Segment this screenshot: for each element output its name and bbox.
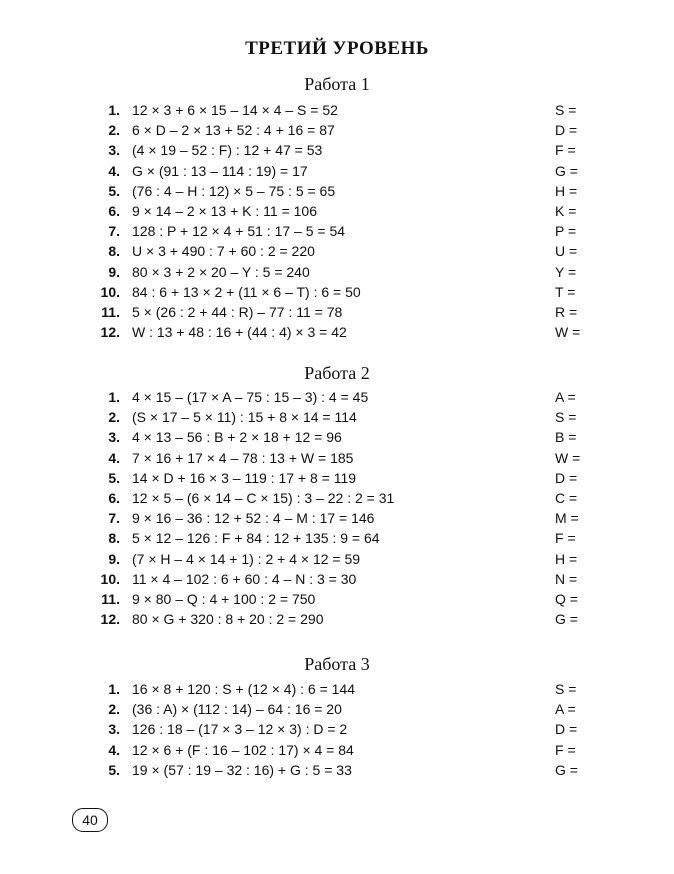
answer-blank: W = <box>555 324 581 341</box>
problem-row <box>0 407 674 427</box>
problem-number: 3. <box>108 429 120 446</box>
problem-row <box>0 387 674 407</box>
problem-row <box>0 140 674 160</box>
problem-row <box>0 427 674 447</box>
answer-blank: H = <box>555 550 578 567</box>
answer-blank: S = <box>555 409 577 426</box>
problem-equation: 12 × 6 + (F : 16 – 102 : 17) × 4 = 84 <box>132 741 354 758</box>
answer-blank: F = <box>555 741 576 758</box>
problem-list-3 <box>0 679 674 780</box>
problem-row <box>0 468 674 488</box>
problem-number: 4. <box>108 741 120 758</box>
problem-row <box>0 719 674 739</box>
answer-blank: G = <box>555 611 578 628</box>
problem-equation: 16 × 8 + 120 : S + (12 × 4) : 6 = 144 <box>132 681 355 697</box>
problem-row <box>0 262 674 282</box>
problem-number: 1. <box>108 389 120 405</box>
problem-equation: 7 × 16 + 17 × 4 – 78 : 13 + W = 185 <box>132 449 354 466</box>
problem-row <box>0 699 674 719</box>
problem-number: 1. <box>108 102 120 118</box>
problem-row <box>0 679 674 699</box>
problem-number: 6. <box>108 202 120 219</box>
answer-blank: W = <box>555 449 581 466</box>
problem-equation: 5 × 12 – 126 : F + 84 : 12 + 135 : 9 = 64 <box>132 530 380 547</box>
problem-number: 4. <box>108 449 120 466</box>
answer-blank: N = <box>555 570 578 587</box>
problem-equation: G × (91 : 13 – 114 : 19) = 17 <box>132 162 308 179</box>
answer-blank: T = <box>555 283 576 300</box>
problem-number: 8. <box>108 530 120 547</box>
problem-row <box>0 760 674 780</box>
answer-blank: D = <box>555 469 578 486</box>
problem-equation: 6 × D – 2 × 13 + 52 : 4 + 16 = 87 <box>132 122 335 139</box>
problem-row <box>0 609 674 629</box>
answer-blank: G = <box>555 162 578 179</box>
answer-blank: B = <box>555 429 577 446</box>
problem-equation: 11 × 4 – 102 : 6 + 60 : 4 – N : 3 = 30 <box>132 570 357 587</box>
problem-row <box>0 549 674 569</box>
answer-blank: S = <box>555 681 577 697</box>
problem-equation: 19 × (57 : 19 – 32 : 16) + G : 5 = 33 <box>132 761 352 778</box>
problem-row <box>0 448 674 468</box>
section-heading-3: Работа 3 <box>304 654 370 674</box>
problem-equation: 128 : P + 12 × 4 + 51 : 17 – 5 = 54 <box>132 223 346 240</box>
problem-row <box>0 100 674 120</box>
section-heading-1: Работа 1 <box>304 74 370 94</box>
problem-equation: 5 × (26 : 2 + 44 : R) – 77 : 11 = 78 <box>132 303 343 320</box>
problem-number: 10. <box>100 283 120 300</box>
problem-list-2 <box>0 387 674 629</box>
problem-number: 3. <box>108 142 120 159</box>
answer-blank: A = <box>555 701 576 718</box>
problem-number: 5. <box>108 761 120 778</box>
answer-blank: A = <box>555 389 576 405</box>
answer-blank: M = <box>555 510 579 527</box>
problem-equation: 4 × 13 – 56 : B + 2 × 18 + 12 = 96 <box>132 429 342 446</box>
problem-row <box>0 322 674 342</box>
problem-row <box>0 282 674 302</box>
problem-number: 5. <box>108 469 120 486</box>
problem-number: 1. <box>108 681 120 697</box>
answer-blank: U = <box>555 243 578 260</box>
problem-row <box>0 740 674 760</box>
problem-row <box>0 241 674 261</box>
problem-number: 12. <box>100 611 120 628</box>
problem-number: 4. <box>108 162 120 179</box>
answer-blank: Q = <box>555 590 578 607</box>
answer-blank: F = <box>555 530 576 547</box>
problem-row <box>0 302 674 322</box>
answer-blank: P = <box>555 223 577 240</box>
problem-equation: 9 × 80 – Q : 4 + 100 : 2 = 750 <box>132 590 316 607</box>
problem-number: 2. <box>108 701 120 718</box>
problem-equation: 12 × 3 + 6 × 15 – 14 × 4 – S = 52 <box>132 102 338 118</box>
page-title: ТРЕТИЙ УРОВЕНЬ <box>245 38 429 59</box>
problem-row <box>0 201 674 221</box>
problem-number: 2. <box>108 122 120 139</box>
problem-number: 12. <box>100 324 120 341</box>
problem-equation: (76 : 4 – H : 12) × 5 – 75 : 5 = 65 <box>132 182 336 199</box>
problem-number: 11. <box>101 303 120 320</box>
problem-list-1 <box>0 100 674 342</box>
problem-number: 8. <box>108 243 120 260</box>
problem-equation: 12 × 5 – (6 × 14 – C × 15) : 3 – 22 : 2 = 31 <box>132 489 395 506</box>
problem-equation: (36 : A) × (112 : 14) – 64 : 16 = 20 <box>132 701 342 718</box>
problem-equation: 14 × D + 16 × 3 – 119 : 17 + 8 = 119 <box>132 469 357 486</box>
problem-equation: 80 × G + 320 : 8 + 20 : 2 = 290 <box>132 611 324 628</box>
problem-row <box>0 221 674 241</box>
answer-blank: C = <box>555 489 578 506</box>
problem-row <box>0 589 674 609</box>
problem-equation: 9 × 14 – 2 × 13 + K : 11 = 106 <box>132 202 318 219</box>
problem-row <box>0 161 674 181</box>
problem-equation: 9 × 16 – 36 : 12 + 52 : 4 – M : 17 = 146 <box>132 510 375 527</box>
problem-equation: 4 × 15 – (17 × A – 75 : 15 – 3) : 4 = 45 <box>132 389 369 405</box>
page-number: 40 <box>72 808 108 832</box>
problem-number: 10. <box>100 570 120 587</box>
answer-blank: G = <box>555 761 578 778</box>
problem-equation: 126 : 18 – (17 × 3 – 12 × 3) : D = 2 <box>132 721 348 738</box>
problem-row <box>0 569 674 589</box>
problem-number: 9. <box>108 550 120 567</box>
problem-equation: U × 3 + 490 : 7 + 60 : 2 = 220 <box>132 243 315 260</box>
answer-blank: R = <box>555 303 578 320</box>
problem-number: 9. <box>108 263 120 280</box>
answer-blank: H = <box>555 182 578 199</box>
problem-row <box>0 508 674 528</box>
section-heading-2: Работа 2 <box>304 363 370 383</box>
problem-number: 11. <box>101 590 120 607</box>
problem-equation: 84 : 6 + 13 × 2 + (11 × 6 – T) : 6 = 50 <box>132 283 361 300</box>
problem-number: 5. <box>108 182 120 199</box>
problem-equation: (7 × H – 4 × 14 + 1) : 2 + 4 × 12 = 59 <box>132 550 361 567</box>
answer-blank: S = <box>555 102 577 118</box>
problem-row <box>0 528 674 548</box>
problem-equation: 80 × 3 + 2 × 20 – Y : 5 = 240 <box>132 263 310 280</box>
answer-blank: K = <box>555 202 577 219</box>
problem-number: 7. <box>108 223 120 240</box>
problem-equation: W : 13 + 48 : 16 + (44 : 4) × 3 = 42 <box>132 324 347 341</box>
problem-number: 7. <box>108 510 120 527</box>
problem-number: 3. <box>108 721 120 738</box>
problem-row <box>0 488 674 508</box>
problem-equation: (S × 17 – 5 × 11) : 15 + 8 × 14 = 114 <box>132 409 357 426</box>
answer-blank: D = <box>555 122 578 139</box>
problem-row <box>0 120 674 140</box>
problem-equation: (4 × 19 – 52 : F) : 12 + 47 = 53 <box>132 142 323 159</box>
problem-row <box>0 181 674 201</box>
answer-blank: D = <box>555 721 578 738</box>
problem-number: 2. <box>108 409 120 426</box>
answer-blank: F = <box>555 142 576 159</box>
problem-number: 6. <box>108 489 120 506</box>
answer-blank: Y = <box>555 263 577 280</box>
